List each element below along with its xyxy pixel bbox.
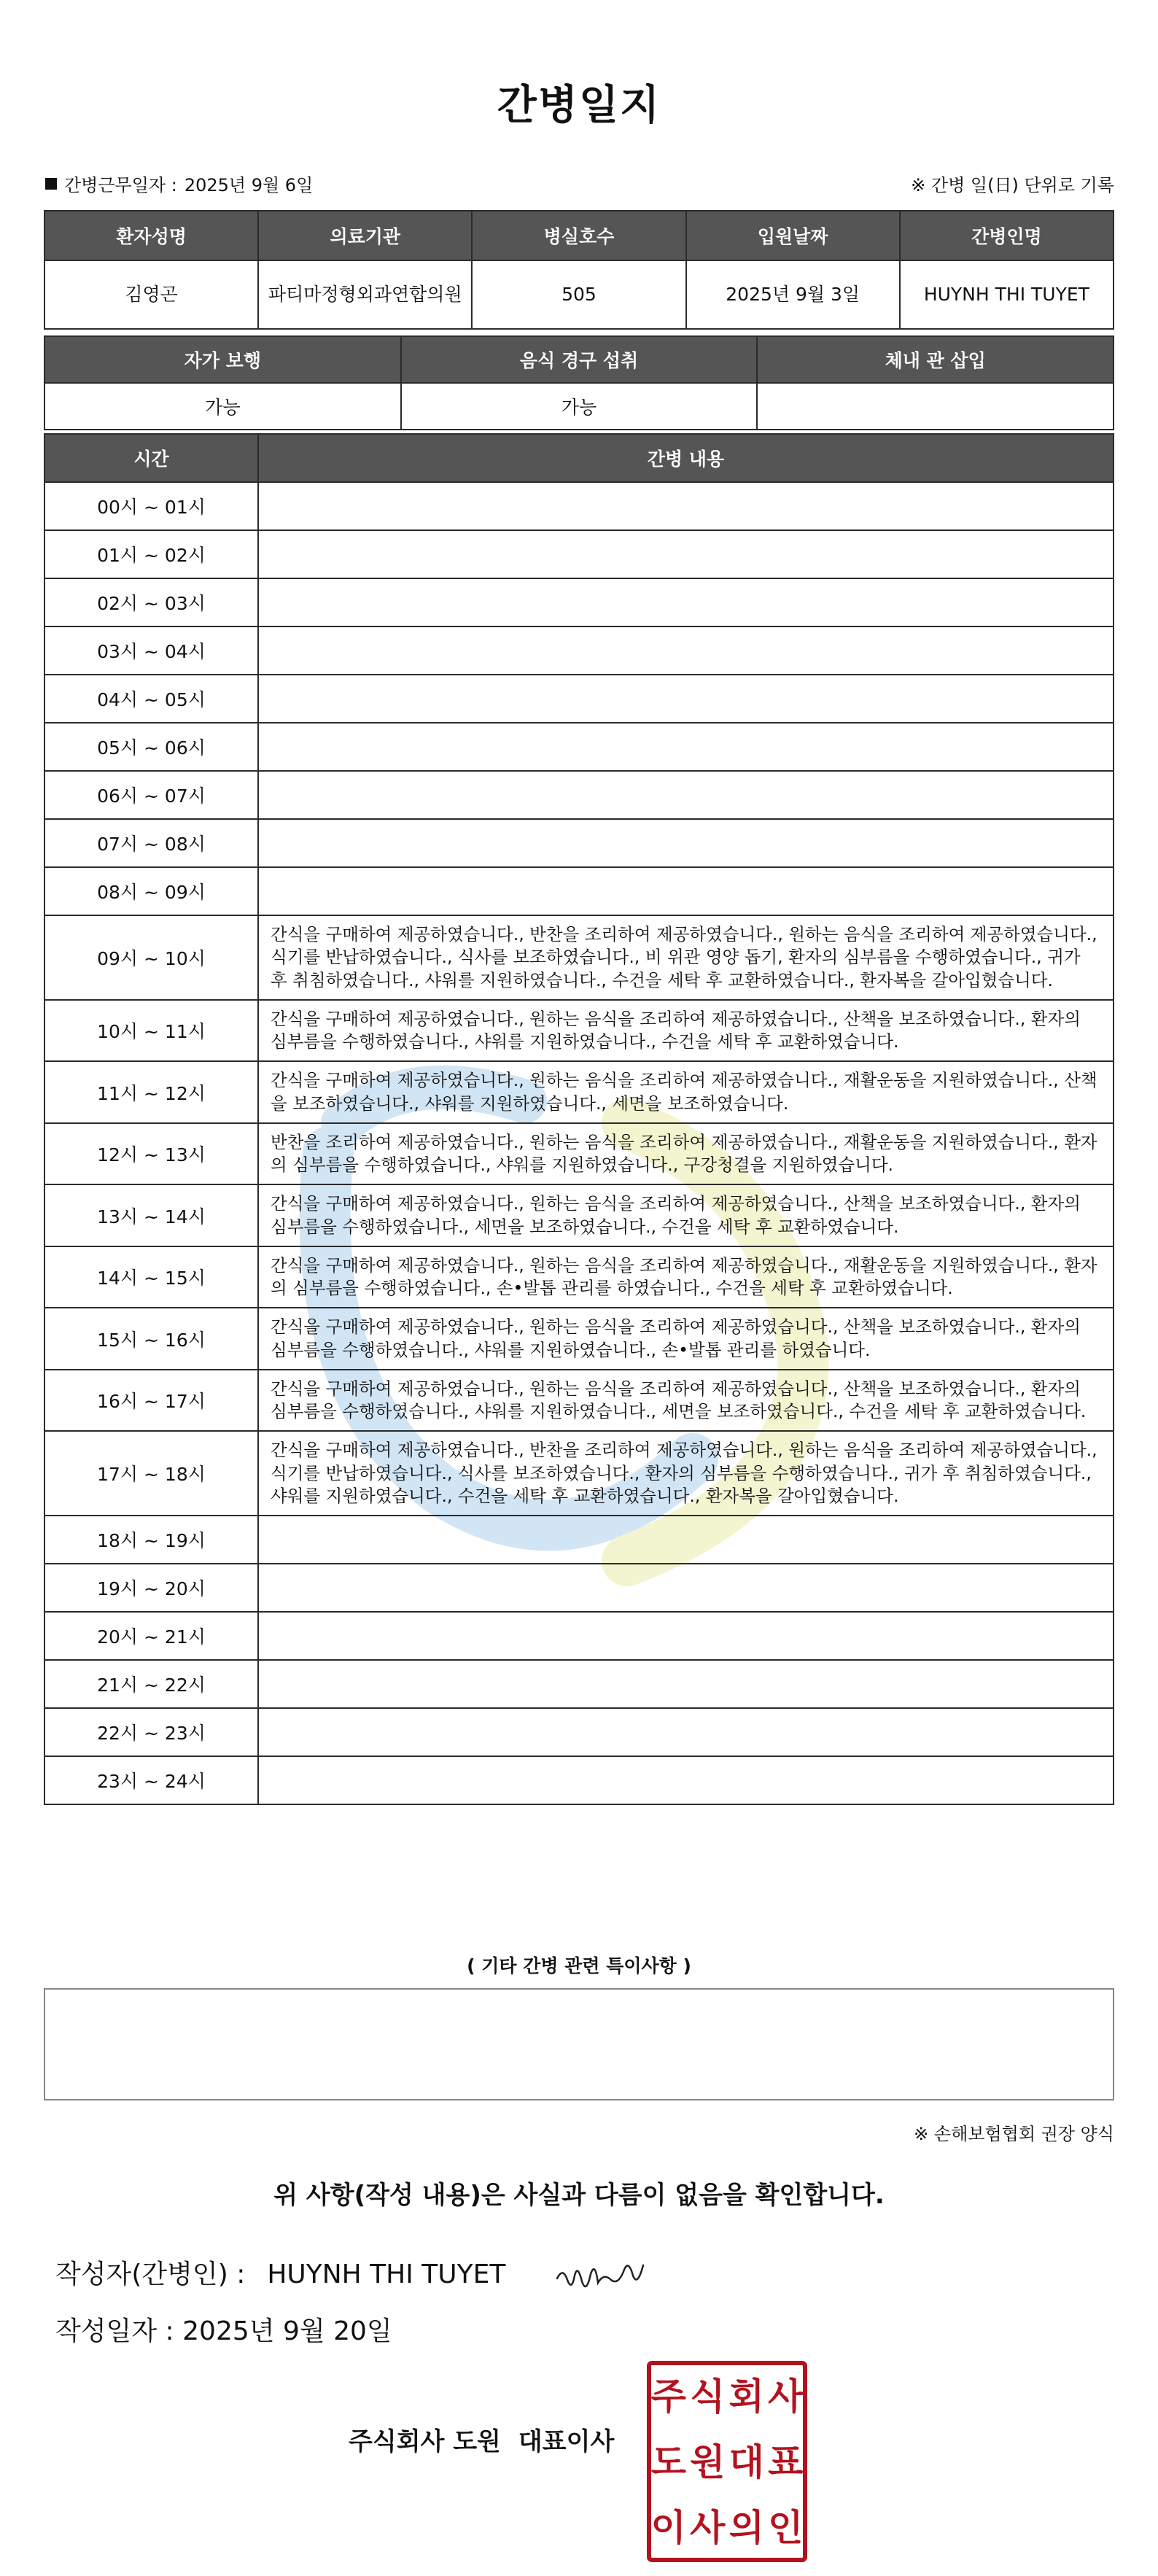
care-log-table — [44, 433, 1114, 1805]
company-name: 주식회사 도원 — [349, 2427, 501, 2456]
oral-intake-status: 가능 — [401, 383, 758, 430]
log-time: 09시 ~ 10시 — [44, 915, 258, 1000]
seal-character: 원 — [690, 2440, 726, 2483]
walking-status: 가능 — [44, 383, 401, 430]
seal-character: 도 — [650, 2440, 686, 2483]
log-content: 간식을 구매하여 제공하였습니다., 원하는 음식을 조리하여 제공하였습니다., 산책을 보조하였습니다., 환자의 심부름을 수행하였습니다., 샤워를 지원하였습니다., 수건을 세탁 후 교환하였습니다. — [258, 1000, 1114, 1062]
log-content — [258, 1660, 1114, 1708]
seal-character: 표 — [768, 2440, 804, 2483]
log-time: 07시 ~ 08시 — [44, 819, 258, 867]
header-admission-date: 입원날짜 — [686, 211, 900, 260]
log-content: 간식을 구매하여 제공하였습니다., 원하는 음식을 조리하여 제공하였습니다., 산책을 보조하였습니다., 환자의 심부름을 수행하였습니다., 세면을 보조하였습니다., 수건을 세탁 후 교환하였습니다. — [258, 1184, 1114, 1246]
writer-label: 작성자(간병인) : — [55, 2259, 246, 2289]
seal-character: 의 — [728, 2506, 764, 2549]
log-row — [44, 1756, 1114, 1804]
log-time: 03시 ~ 04시 — [44, 626, 258, 675]
log-row — [44, 1516, 1114, 1564]
log-content: 간식을 구매하여 제공하였습니다., 원하는 음식을 조리하여 제공하였습니다., 재활운동을 지원하였습니다., 산책을 보조하였습니다., 샤워를 지원하였습니다., 세면을 보조하였습니다. — [258, 1061, 1114, 1123]
log-row — [44, 1246, 1114, 1308]
seal-character: 사 — [690, 2506, 726, 2549]
log-row — [44, 1123, 1114, 1185]
seal-character: 사 — [768, 2375, 804, 2418]
log-time: 00시 ~ 01시 — [44, 482, 258, 530]
log-time: 10시 ~ 11시 — [44, 1000, 258, 1062]
seal-character: 회 — [728, 2375, 764, 2418]
log-row — [44, 1708, 1114, 1756]
log-content: 간식을 구매하여 제공하였습니다., 원하는 음식을 조리하여 제공하였습니다., 산책을 보조하였습니다., 환자의 심부름을 수행하였습니다., 샤워를 지원하였습니다., 손•발톱 관리를 하였습니다. — [258, 1308, 1114, 1370]
header-tube-insertion: 체내 관 삽입 — [757, 336, 1114, 383]
header-time: 시간 — [44, 434, 258, 482]
log-content — [258, 675, 1114, 723]
record-note: ※ 간병 일(日) 단위로 기록 — [911, 175, 1114, 195]
log-row — [44, 1612, 1114, 1660]
log-row — [44, 1564, 1114, 1612]
writer-name: HUYNH THI TUYET — [267, 2259, 506, 2289]
log-time: 17시 ~ 18시 — [44, 1431, 258, 1516]
log-content — [258, 867, 1114, 915]
log-row — [44, 819, 1114, 867]
log-row — [44, 578, 1114, 626]
seal-character: 이 — [650, 2506, 686, 2549]
log-time: 04시 ~ 05시 — [44, 675, 258, 723]
written-date-value: 2025년 9월 20일 — [182, 2316, 392, 2346]
log-time: 11시 ~ 12시 — [44, 1061, 258, 1123]
company-title: 대표이사 — [518, 2427, 615, 2456]
log-content: 간식을 구매하여 제공하였습니다., 반찬을 조리하여 제공하였습니다., 원하는 음식을 조리하여 제공하였습니다., 식기를 반납하였습니다., 식사를 보조하였습니다., 비 위관 영양 돕기, 환자의 심부름을 수행하였습니다., 귀가 후 취침하였습니다., 샤워를 지원하였습니다., 수건을 세탁 후 교환하였습니다., 환자복을 갈아입혔습니다. — [258, 915, 1114, 1000]
log-time: 21시 ~ 22시 — [44, 1660, 258, 1708]
log-content — [258, 530, 1114, 578]
seal-character: 대 — [728, 2440, 764, 2483]
log-content — [258, 1756, 1114, 1804]
log-content — [258, 723, 1114, 771]
log-content — [258, 1612, 1114, 1660]
log-time: 22시 ~ 23시 — [44, 1708, 258, 1756]
log-row — [44, 482, 1114, 530]
header-walking: 자가 보행 — [44, 336, 401, 383]
log-time: 19시 ~ 20시 — [44, 1564, 258, 1612]
log-content — [258, 771, 1114, 819]
patient-info-table — [44, 210, 1114, 330]
log-row — [44, 915, 1114, 1000]
log-time: 05시 ~ 06시 — [44, 723, 258, 771]
log-row — [44, 1431, 1114, 1516]
log-content — [258, 1564, 1114, 1612]
company-seal-stamp — [646, 2360, 808, 2563]
log-content: 반찬을 조리하여 제공하였습니다., 원하는 음식을 조리하여 제공하였습니다., 재활운동을 지원하였습니다., 환자의 심부름을 수행하였습니다., 샤워를 지원하였습니다., 구강청결을 지원하였습니다. — [258, 1123, 1114, 1185]
log-time: 23시 ~ 24시 — [44, 1756, 258, 1804]
header-hospital: 의료기관 — [258, 211, 472, 260]
seal-character: 주 — [650, 2375, 686, 2418]
header-care-content: 간병 내용 — [258, 434, 1114, 482]
log-content — [258, 1708, 1114, 1756]
log-time: 20시 ~ 21시 — [44, 1612, 258, 1660]
log-time: 02시 ~ 03시 — [44, 578, 258, 626]
log-time: 16시 ~ 17시 — [44, 1370, 258, 1432]
log-row — [44, 771, 1114, 819]
work-date-value: 2025년 9월 6일 — [184, 175, 314, 195]
written-date-line — [55, 2311, 392, 2348]
patient-status-table — [44, 335, 1114, 430]
company-line — [349, 2421, 614, 2457]
header-room: 병실호수 — [472, 211, 685, 260]
log-time: 06시 ~ 07시 — [44, 771, 258, 819]
recommend-note: ※ 손해보험협회 권장 양식 — [914, 2124, 1114, 2144]
log-time: 13시 ~ 14시 — [44, 1184, 258, 1246]
notes-title: ( 기타 간병 관련 특이사항 ) — [467, 1955, 691, 1976]
seal-character: 인 — [768, 2506, 804, 2549]
log-content: 간식을 구매하여 제공하였습니다., 반찬을 조리하여 제공하였습니다., 원하는 음식을 조리하여 제공하였습니다., 식기를 반납하였습니다., 식사를 보조하였습니다., 환자의 심부름을 수행하였습니다., 귀가 후 취침하였습니다., 샤워를 지원하였습니다., 수건을 세탁 후 교환하였습니다., 환자복을 갈아입혔습니다. — [258, 1431, 1114, 1516]
log-row — [44, 1308, 1114, 1370]
log-time: 08시 ~ 09시 — [44, 867, 258, 915]
admission-date: 2025년 9월 3일 — [686, 260, 900, 329]
work-date — [45, 171, 313, 196]
log-time: 14시 ~ 15시 — [44, 1246, 258, 1308]
writer-line — [55, 2254, 505, 2291]
tube-insertion-status — [757, 383, 1114, 430]
log-content — [258, 819, 1114, 867]
written-date-label: 작성일자 : — [55, 2316, 174, 2346]
room-number: 505 — [472, 260, 685, 329]
log-time: 12시 ~ 13시 — [44, 1123, 258, 1185]
log-content: 간식을 구매하여 제공하였습니다., 원하는 음식을 조리하여 제공하였습니다., 재활운동을 지원하였습니다., 환자의 심부름을 수행하였습니다., 손•발톱 관리를 하였습니다., 수건을 세탁 후 교환하였습니다. — [258, 1246, 1114, 1308]
header-oral-intake: 음식 경구 섭취 — [401, 336, 758, 383]
handwritten-signature — [553, 2251, 648, 2302]
seal-character: 식 — [690, 2375, 726, 2418]
header-caregiver-name: 간병인명 — [900, 211, 1114, 260]
log-content — [258, 482, 1114, 530]
log-row — [44, 1184, 1114, 1246]
caregiver-name: HUYNH THI TUYET — [900, 260, 1114, 329]
work-date-label: 간병근무일자 : — [64, 175, 177, 195]
log-content — [258, 578, 1114, 626]
log-row — [44, 1660, 1114, 1708]
log-time: 18시 ~ 19시 — [44, 1516, 258, 1564]
document-title: 간병일지 — [497, 82, 661, 129]
log-row — [44, 530, 1114, 578]
log-row — [44, 626, 1114, 675]
log-row — [44, 1370, 1114, 1432]
notes-box — [44, 1988, 1114, 2100]
log-time: 01시 ~ 02시 — [44, 530, 258, 578]
log-content — [258, 1516, 1114, 1564]
log-row — [44, 867, 1114, 915]
log-row — [44, 1000, 1114, 1062]
log-time: 15시 ~ 16시 — [44, 1308, 258, 1370]
log-row — [44, 675, 1114, 723]
confirmation-statement: 위 사항(작성 내용)은 사실과 다름이 없음을 확인합니다. — [273, 2181, 885, 2210]
log-row — [44, 1061, 1114, 1123]
bullet-square-icon — [45, 178, 57, 190]
log-content: 간식을 구매하여 제공하였습니다., 원하는 음식을 조리하여 제공하였습니다., 산책을 보조하였습니다., 환자의 심부름을 수행하였습니다., 샤워를 지원하였습니다., 세면을 보조하였습니다., 수건을 세탁 후 교환하였습니다. — [258, 1370, 1114, 1432]
header-patient-name: 환자성명 — [44, 211, 258, 260]
log-content — [258, 626, 1114, 675]
hospital-name: 파티마정형외과연합의원 — [258, 260, 472, 329]
log-row — [44, 723, 1114, 771]
patient-name: 김영곤 — [44, 260, 258, 329]
